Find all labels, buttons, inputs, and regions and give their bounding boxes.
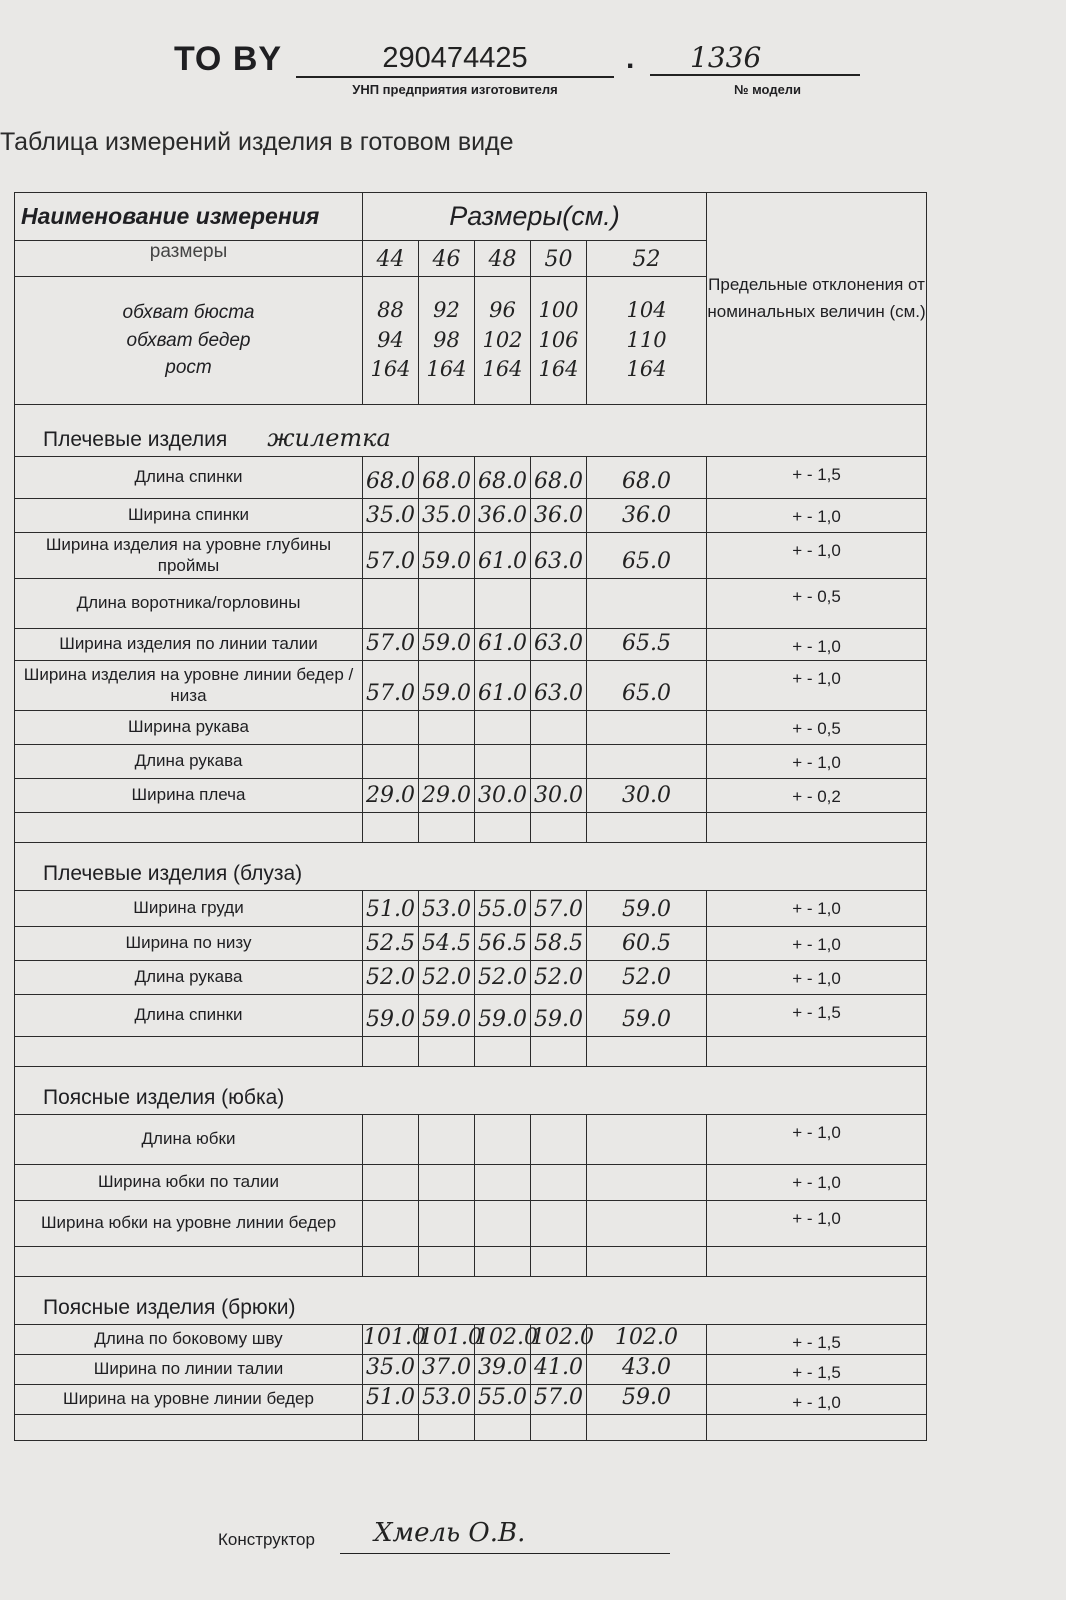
- measurement-value: 58.5: [531, 927, 587, 961]
- tolerance-value: + - 1,5: [707, 995, 927, 1037]
- empty-cell: [363, 1247, 419, 1277]
- measurement-value: 102.0: [531, 1325, 587, 1355]
- measurement-value: 65.0: [587, 533, 707, 579]
- body-value: 164: [482, 357, 523, 382]
- table-row: [15, 1201, 927, 1247]
- measurement-name: Длина воротника/горловины: [15, 579, 363, 629]
- size-48: 48: [475, 241, 531, 277]
- measurement-value: 55.0: [475, 1385, 531, 1415]
- tolerance-value: + - 1,0: [707, 629, 927, 661]
- measurement-name: Ширина спинки: [15, 499, 363, 533]
- measurement-value: [531, 1165, 587, 1201]
- measurement-value: [419, 711, 475, 745]
- empty-cell: [15, 1415, 363, 1441]
- measurement-value: [419, 1201, 475, 1247]
- body-value: 164: [426, 357, 467, 382]
- measurement-value: 30.0: [475, 779, 531, 813]
- measurement-value: 101.0: [419, 1325, 475, 1355]
- empty-cell: [419, 1415, 475, 1441]
- measurement-value: 29.0: [419, 779, 475, 813]
- body-col-44: [363, 277, 419, 405]
- body-value: 96: [489, 298, 516, 323]
- body-value: 110: [626, 327, 667, 352]
- section-header-row: [15, 1277, 927, 1325]
- measurement-value: 57.0: [531, 891, 587, 927]
- measurement-value: [363, 1165, 419, 1201]
- body-value: 100: [538, 298, 579, 323]
- measurement-value: [531, 711, 587, 745]
- model-caption: № модели: [734, 82, 802, 97]
- empty-cell: [419, 1037, 475, 1067]
- empty-cell: [707, 1037, 927, 1067]
- label-hips: обхват бедер: [126, 329, 251, 351]
- tolerance-value: + - 1,0: [707, 1115, 927, 1165]
- body-col-50: [531, 277, 587, 405]
- measurement-value: 63.0: [531, 533, 587, 579]
- table-row: [15, 1325, 927, 1355]
- measurement-name: Ширина плеча: [15, 779, 363, 813]
- body-value: 106: [538, 327, 579, 352]
- tolerance-value: + - 1,5: [707, 1325, 927, 1355]
- size-50: 50: [531, 241, 587, 277]
- measurement-value: 101.0: [363, 1325, 419, 1355]
- measurement-value: 52.0: [587, 961, 707, 995]
- body-value: 164: [626, 357, 667, 382]
- col-header-tolerance: Предельные отклонения от номинальных величин (см.): [707, 193, 927, 405]
- measurement-value: 54.5: [419, 927, 475, 961]
- section-header-row: [15, 843, 927, 891]
- tolerance-value: + - 1,0: [707, 1385, 927, 1415]
- measurement-value: [531, 1201, 587, 1247]
- measurement-value: 59.0: [419, 533, 475, 579]
- table-row: [15, 1385, 927, 1415]
- measurement-value: [475, 579, 531, 629]
- separator-dot: .: [626, 42, 635, 75]
- measurement-value: 41.0: [531, 1355, 587, 1385]
- measurement-value: 35.0: [419, 499, 475, 533]
- page-title: Таблица измерений изделия в готовом виде: [0, 128, 514, 156]
- section-title: Плечевые изделия (блуза): [43, 862, 303, 885]
- measurement-value: 59.0: [419, 661, 475, 711]
- body-value: 164: [538, 357, 579, 382]
- tolerance-value: + - 1,0: [707, 927, 927, 961]
- measurement-value: 59.0: [587, 1385, 707, 1415]
- section-header-row: [15, 405, 927, 457]
- empty-row: [15, 1037, 927, 1067]
- table-row: [15, 661, 927, 711]
- measurement-value: 61.0: [475, 661, 531, 711]
- tolerance-value: + - 1,0: [707, 745, 927, 779]
- measurement-name: Длина юбки: [15, 1115, 363, 1165]
- measurement-value: 52.0: [419, 961, 475, 995]
- section-title-cell: [15, 1067, 927, 1115]
- body-value: 164: [370, 357, 411, 382]
- empty-cell: [531, 1415, 587, 1441]
- measurement-value: 35.0: [363, 1355, 419, 1385]
- size-46: 46: [419, 241, 475, 277]
- measurement-value: 52.5: [363, 927, 419, 961]
- measurement-value: [587, 1165, 707, 1201]
- measurement-value: 35.0: [363, 499, 419, 533]
- measurement-value: [475, 1201, 531, 1247]
- table-row: [15, 711, 927, 745]
- table-row: [15, 1165, 927, 1201]
- measurement-value: 102.0: [587, 1325, 707, 1355]
- measurement-value: 51.0: [363, 1385, 419, 1415]
- tolerance-value: + - 0,5: [707, 711, 927, 745]
- measurement-value: [363, 711, 419, 745]
- unp-caption: УНП предприятия изготовителя: [352, 82, 558, 97]
- table-row: [15, 891, 927, 927]
- tolerance-value: + - 1,0: [707, 1201, 927, 1247]
- empty-cell: [707, 1415, 927, 1441]
- col-header-sizes: Размеры(см.): [363, 193, 707, 241]
- measurement-value: 102.0: [475, 1325, 531, 1355]
- body-value: 104: [626, 298, 667, 323]
- empty-cell: [531, 1037, 587, 1067]
- section-title-cell: [15, 1277, 927, 1325]
- body-value: 92: [433, 298, 460, 323]
- empty-cell: [707, 813, 927, 843]
- measurement-value: 39.0: [475, 1355, 531, 1385]
- measurement-value: 59.0: [363, 995, 419, 1037]
- measurement-value: [587, 1115, 707, 1165]
- unp-number: 290474425: [296, 36, 614, 78]
- tolerance-value: + - 0,2: [707, 779, 927, 813]
- measurement-value: 53.0: [419, 891, 475, 927]
- measurement-name: Ширина рукава: [15, 711, 363, 745]
- table-row: [15, 499, 927, 533]
- empty-cell: [15, 813, 363, 843]
- measurement-value: [587, 579, 707, 629]
- tu-prefix: ТО BY: [174, 40, 283, 78]
- measurement-value: 52.0: [475, 961, 531, 995]
- measurement-value: [419, 1115, 475, 1165]
- measurement-name: Длина рукава: [15, 745, 363, 779]
- measurement-name: Длина по боковому шву: [15, 1325, 363, 1355]
- measurement-value: 59.0: [587, 995, 707, 1037]
- header-row: [15, 193, 927, 241]
- empty-cell: [475, 1037, 531, 1067]
- body-value: 88: [377, 298, 404, 323]
- measurement-value: 53.0: [419, 1385, 475, 1415]
- tolerance-value: + - 1,0: [707, 533, 927, 579]
- empty-cell: [531, 813, 587, 843]
- measurement-value: [363, 579, 419, 629]
- measurement-value: [531, 579, 587, 629]
- body-value: 98: [433, 327, 460, 352]
- body-col-46: [419, 277, 475, 405]
- measurement-value: 29.0: [363, 779, 419, 813]
- empty-cell: [587, 1247, 707, 1277]
- empty-cell: [15, 1247, 363, 1277]
- empty-cell: [419, 813, 475, 843]
- measurement-value: 37.0: [419, 1355, 475, 1385]
- measurement-value: 30.0: [587, 779, 707, 813]
- measurement-value: 59.0: [531, 995, 587, 1037]
- table-row: [15, 629, 927, 661]
- measurement-value: 68.0: [419, 457, 475, 499]
- measurement-value: 57.0: [531, 1385, 587, 1415]
- col-header-name: Наименование измерения: [15, 193, 363, 241]
- table-row: [15, 533, 927, 579]
- measurement-value: [363, 745, 419, 779]
- measurement-value: 52.0: [531, 961, 587, 995]
- measurement-value: 57.0: [363, 533, 419, 579]
- measurement-value: 59.0: [587, 891, 707, 927]
- measurement-value: [419, 1165, 475, 1201]
- measurement-name: Ширина юбки по талии: [15, 1165, 363, 1201]
- measurement-name: Ширина по линии талии: [15, 1355, 363, 1385]
- measurement-value: 65.0: [587, 661, 707, 711]
- table-row: [15, 961, 927, 995]
- section-handwritten-note: жилетка: [267, 424, 391, 452]
- empty-cell: [587, 1037, 707, 1067]
- constructor-signature: Хмель О.В.: [340, 1518, 670, 1554]
- tolerance-value: + - 1,0: [707, 661, 927, 711]
- measurement-value: 68.0: [587, 457, 707, 499]
- measurement-value: 61.0: [475, 629, 531, 661]
- tolerance-value: + - 1,5: [707, 1355, 927, 1385]
- table-row: [15, 457, 927, 499]
- measurement-value: [475, 1115, 531, 1165]
- measurement-value: 57.0: [363, 629, 419, 661]
- measurement-name: Ширина изделия на уровне глубины проймы: [15, 533, 363, 579]
- measurement-value: 60.5: [587, 927, 707, 961]
- section-title-cell: [15, 405, 927, 457]
- measurement-value: 36.0: [475, 499, 531, 533]
- measurement-name: Длина спинки: [15, 457, 363, 499]
- measurement-value: 59.0: [419, 995, 475, 1037]
- measurement-name: Ширина груди: [15, 891, 363, 927]
- tolerance-value: + - 1,5: [707, 457, 927, 499]
- measurement-value: [419, 579, 475, 629]
- section-title: Поясные изделия (брюки): [43, 1296, 296, 1319]
- tolerance-value: + - 1,0: [707, 499, 927, 533]
- measurement-name: Ширина изделия на уровне линии бедер / низа: [15, 661, 363, 711]
- model-number: 1336: [650, 36, 860, 76]
- table-row: [15, 745, 927, 779]
- measurement-value: 36.0: [531, 499, 587, 533]
- table-row: [15, 995, 927, 1037]
- measurement-value: 65.5: [587, 629, 707, 661]
- empty-cell: [15, 1037, 363, 1067]
- empty-cell: [363, 1415, 419, 1441]
- body-col-48: [475, 277, 531, 405]
- tolerance-value: + - 1,0: [707, 891, 927, 927]
- body-params-labels: [15, 277, 363, 405]
- body-col-52: [587, 277, 707, 405]
- tolerance-value: + - 1,0: [707, 1165, 927, 1201]
- size-44: 44: [363, 241, 419, 277]
- empty-cell: [363, 1037, 419, 1067]
- constructor-label: Конструктор: [218, 1530, 315, 1549]
- empty-cell: [475, 1415, 531, 1441]
- measurement-value: 57.0: [363, 661, 419, 711]
- measurement-value: [531, 1115, 587, 1165]
- table-row: [15, 779, 927, 813]
- measurement-name: Ширина на уровне линии бедер: [15, 1385, 363, 1415]
- measurement-name: Длина спинки: [15, 995, 363, 1037]
- measurement-value: 30.0: [531, 779, 587, 813]
- measurement-value: [587, 711, 707, 745]
- measurement-name: Ширина юбки на уровне линии бедер: [15, 1201, 363, 1247]
- measurement-value: 59.0: [475, 995, 531, 1037]
- measurement-value: [363, 1201, 419, 1247]
- measurement-value: [475, 1165, 531, 1201]
- measurement-name: Ширина по низу: [15, 927, 363, 961]
- section-header-row: [15, 1067, 927, 1115]
- measurement-value: 68.0: [363, 457, 419, 499]
- measurement-value: 51.0: [363, 891, 419, 927]
- table-row: [15, 1115, 927, 1165]
- empty-row: [15, 1247, 927, 1277]
- measurement-value: 63.0: [531, 629, 587, 661]
- empty-cell: [363, 813, 419, 843]
- section-title: Поясные изделия (юбка): [43, 1086, 285, 1109]
- empty-cell: [707, 1247, 927, 1277]
- measurement-name: Длина рукава: [15, 961, 363, 995]
- tolerance-value: + - 1,0: [707, 961, 927, 995]
- empty-row: [15, 1415, 927, 1441]
- label-height: рост: [165, 357, 212, 379]
- section-title: Плечевые изделия: [43, 428, 228, 451]
- empty-cell: [419, 1247, 475, 1277]
- measurement-value: [587, 1201, 707, 1247]
- tolerance-value: + - 0,5: [707, 579, 927, 629]
- empty-cell: [475, 813, 531, 843]
- measurement-value: [419, 745, 475, 779]
- measurement-value: 55.0: [475, 891, 531, 927]
- empty-cell: [531, 1247, 587, 1277]
- measurement-value: 43.0: [587, 1355, 707, 1385]
- measurement-value: 52.0: [363, 961, 419, 995]
- document-header: [174, 36, 874, 106]
- table-row: [15, 579, 927, 629]
- measurement-value: [475, 745, 531, 779]
- measurement-value: [531, 745, 587, 779]
- section-title-cell: [15, 843, 927, 891]
- body-value: 94: [377, 327, 404, 352]
- empty-row: [15, 813, 927, 843]
- measurement-table: [14, 192, 927, 1441]
- body-value: 102: [482, 327, 523, 352]
- sizes-label: размеры: [15, 241, 363, 277]
- table-row: [15, 927, 927, 961]
- size-52: 52: [587, 241, 707, 277]
- measurement-value: [363, 1115, 419, 1165]
- measurement-value: 63.0: [531, 661, 587, 711]
- measurement-value: 68.0: [531, 457, 587, 499]
- table-row: [15, 1355, 927, 1385]
- measurement-value: 59.0: [419, 629, 475, 661]
- measurement-value: 68.0: [475, 457, 531, 499]
- measurement-value: [475, 711, 531, 745]
- empty-cell: [587, 1415, 707, 1441]
- measurement-value: 56.5: [475, 927, 531, 961]
- measurement-value: [587, 745, 707, 779]
- measurement-name: Ширина изделия по линии талии: [15, 629, 363, 661]
- measurement-value: 61.0: [475, 533, 531, 579]
- measurement-value: 36.0: [587, 499, 707, 533]
- label-bust: обхват бюста: [122, 302, 255, 324]
- empty-cell: [475, 1247, 531, 1277]
- empty-cell: [587, 813, 707, 843]
